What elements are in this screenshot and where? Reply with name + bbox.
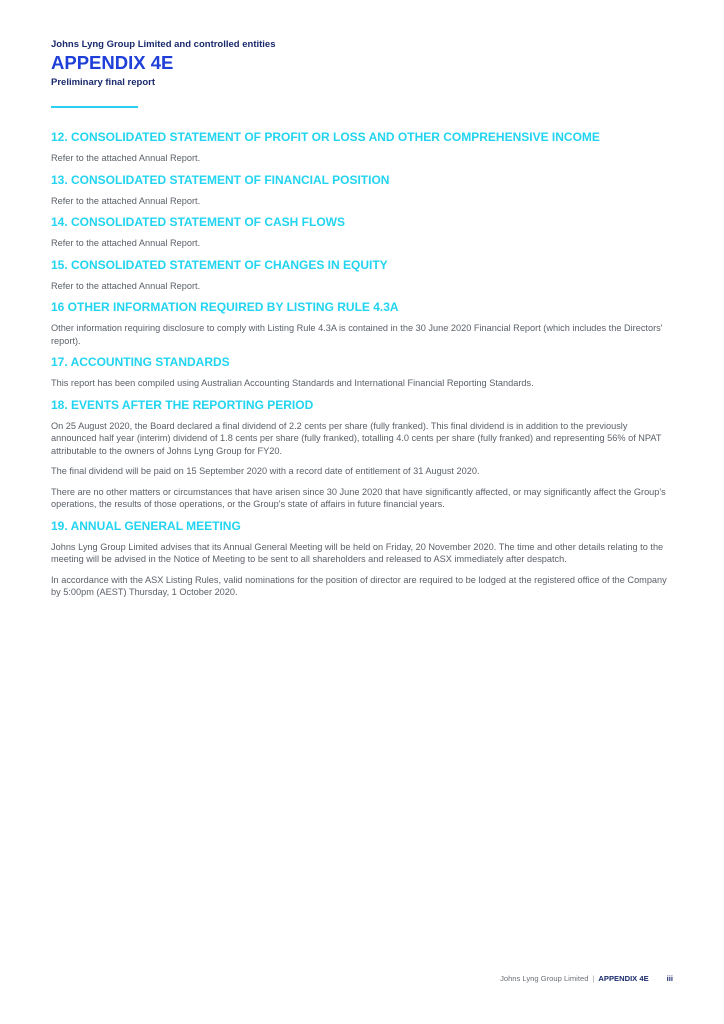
page-subtitle: Preliminary final report (51, 77, 156, 88)
section-17 (51, 355, 673, 390)
section-paragraph: Refer to the attached Annual Report. (51, 238, 201, 248)
section-heading: 17. ACCOUNTING STANDARDS (51, 355, 230, 369)
company-name: Johns Lyng Group Limited and controlled entities (51, 39, 276, 50)
footer-separator: | (592, 974, 595, 983)
section-heading: 15. CONSOLIDATED STATEMENT OF CHANGES IN EQUITY (51, 257, 388, 272)
section-paragraph: The final dividend will be paid on 15 September 2020 with a record date of entitlement of 31 August 2020. (51, 466, 480, 476)
page-number: iii (666, 974, 673, 983)
page-header (51, 38, 276, 89)
section-heading: 14. CONSOLIDATED STATEMENT OF CASH FLOWS (51, 215, 345, 229)
section-19 (51, 519, 673, 599)
section-16 (51, 300, 673, 347)
section-heading: 13. CONSOLIDATED STATEMENT OF FINANCIAL POSITION (51, 172, 390, 187)
header-divider (51, 106, 138, 108)
section-paragraph: This report has been compiled using Australian Accounting Standards and International Financial Reporting Standards. (51, 378, 534, 388)
section-12 (51, 130, 673, 165)
section-heading: 12. CONSOLIDATED STATEMENT OF PROFIT OR LOSS AND OTHER COMPREHENSIVE INCOME (51, 130, 600, 144)
page-footer (500, 974, 673, 983)
document-body (51, 130, 673, 607)
section-18 (51, 398, 673, 511)
section-heading: 18. EVENTS AFTER THE REPORTING PERIOD (51, 397, 314, 412)
section-paragraph: In accordance with the ASX Listing Rules, valid nominations for the position of director are required to be lodged at the registered office of the Company by 5:00pm (AEST) Thursday, 1 October 2020. (51, 574, 667, 597)
section-paragraph: Other information requiring disclosure to comply with Listing Rule 4.3A is contained in the 30 June 2020 Financial Report (which includes the Directors' report). (51, 323, 663, 346)
section-paragraph: Refer to the attached Annual Report. (51, 280, 201, 291)
section-14 (51, 215, 673, 250)
footer-company: Johns Lyng Group Limited (500, 974, 589, 983)
section-paragraph: There are no other matters or circumstances that have arisen since 30 June 2020 that have significantly affected, or may significantly affect the Group's operations, the results of those operations, or the Group's state of affairs in future financial years. (51, 486, 666, 509)
page-title: APPENDIX 4E (51, 52, 174, 73)
section-15 (51, 258, 673, 293)
section-paragraph: Refer to the attached Annual Report. (51, 195, 201, 206)
section-paragraph: Refer to the attached Annual Report. (51, 153, 201, 163)
section-heading: 16 OTHER INFORMATION REQUIRED BY LISTING RULE 4.3A (51, 300, 399, 314)
section-13 (51, 173, 673, 208)
section-paragraph: On 25 August 2020, the Board declared a final dividend of 2.2 cents per share (fully franked). This final dividend is in addition to the previously announced half year (interim) dividend of 1.8 cents per share (fully franked), totalling 4.0 cents per share (fully franked) and representing 56% of NPAT attributable to the owners of Johns Lyng Group for FY20. (51, 420, 662, 456)
section-heading: 19. ANNUAL GENERAL MEETING (51, 518, 241, 533)
section-paragraph: Johns Lyng Group Limited advises that its Annual General Meeting will be held on Friday, 20 November 2020. The time and other details relating to the meeting will be advised in the Notice of Meeting to be sent to all shareholders and released to ASX immediately after despatch. (51, 541, 664, 564)
footer-document-title: APPENDIX 4E (598, 974, 649, 983)
